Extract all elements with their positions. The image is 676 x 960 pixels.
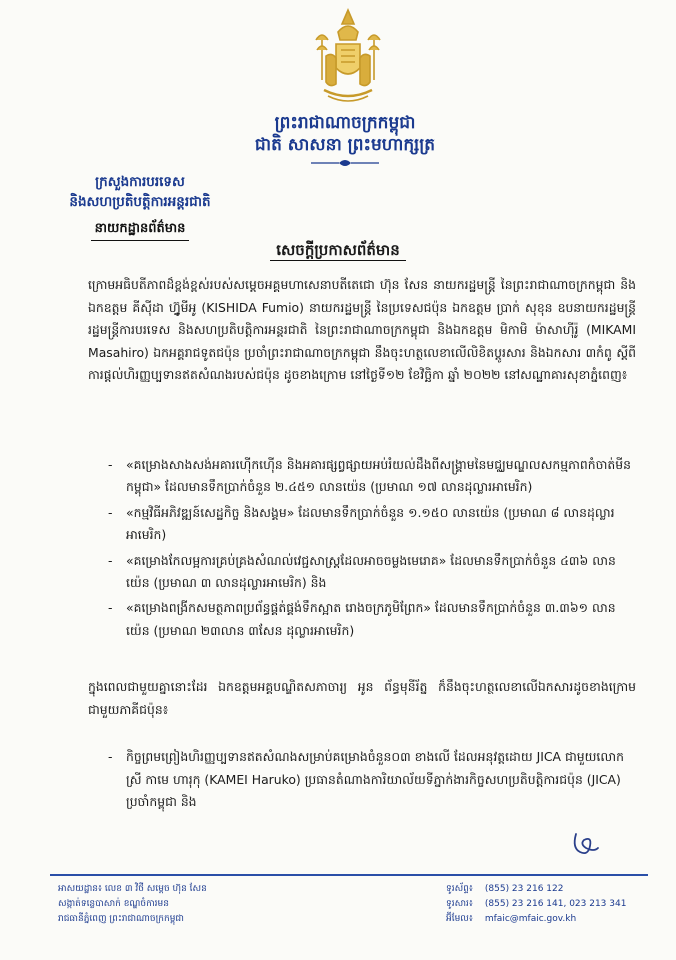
list-item-text: «គម្រោងកែលម្អការគ្រប់គ្រងសំណល់វេជ្ជសាស្ត្រដែលអាចចម្លងមេរោគ» ដែលមានទឹកប្រាក់ចំនួន ៤៣៦ លានយ៉េន (ប្រមាណ ៣ លានដុល្លារអាមេរិក) និង [126,552,616,591]
list-dash: - [108,457,113,472]
telephone-label: ទូរស័ព្ទ៖ [446,884,473,894]
kingdom-header [200,112,490,168]
list-item-text: «កម្មវិធីអភិវឌ្ឍន៍សេដ្ឋកិច្ច និងសង្គម» ដែលមានទឹកប្រាក់ចំនួន ១.១៥០ លានយ៉េន (ប្រមាណ ៨ លានដុល្លារអាមេរិក) [126,504,615,543]
national-motto: ជាតិ សាសនា ព្រះមហាក្សត្រ [254,135,436,155]
document-list [108,746,638,814]
document-title-text: សេចក្តីប្រកាសព័ត៌មាន [270,241,406,261]
list-dash: - [108,749,113,764]
list-item-text: កិច្ចព្រមព្រៀងហិរញ្ញប្បទានឥតសំណងសម្រាប់គម្រោងចំនួន០៣ ខាងលើ ដែលអនុវត្តដោយ JICA ជាមួយលោកស្រី កាមេ ហារុកុ (KAMEI Haruko) ប្រធានតំណាងការិយាល័យទីភ្នាក់ងារកិច្ចសហប្រតិបត្តិការជប៉ុន (JICA) ប្រចាំកម្ពុជា និង [126,749,624,810]
footer-address [58,882,318,927]
telephone-value: (855) 23 216 122 [484,884,564,894]
address-line-1: អាសយដ្ឋាន៖ លេខ ៣ វិថី សម្តេច ហ៊ុន សែន [58,882,318,897]
list-item [108,746,638,814]
list-dash: - [108,504,113,520]
handwritten-initial-icon [568,826,602,860]
fax-row [446,897,656,912]
address-line-2: សង្កាត់ទន្លេបាសាក់ ខណ្ឌចំការមន [58,899,169,909]
list-item [108,454,638,499]
email-link[interactable]: mfaic@mfaic.gov.kh [484,914,577,924]
kingdom-name: ព្រះរាជាណាចក្រកម្ពុជា [274,113,416,133]
department-name: នាយកដ្ឋានព័ត៌មាន [91,218,190,241]
telephone-row [446,882,656,897]
fax-label: ទូរសារ៖ [446,899,473,909]
list-item [108,550,638,595]
project-list [108,454,638,645]
paragraph-second: ក្នុងពេលជាមួយគ្នានោះដែរ ឯកឧត្តមអគ្គបណ្ឌិតសភាចារ្យ អូន ព័ន្ធមុនីរ័ត្ន ក៏នឹងចុះហត្ថលេខាលើឯកសារដូចខាងក្រោមជាមួយភាគីជប៉ុន៖ [88,679,636,717]
ornament-divider-icon [309,158,381,168]
document-title [0,240,676,263]
address-label: អាសយដ្ឋាន៖ [58,884,102,894]
list-item-text: «គម្រោងពង្រីកសមត្ថភាពប្រព័ន្ធផ្គត់ផ្គង់ទឹកស្អាត រោងចក្រភូមិព្រែក» ដែលមានទឹកប្រាក់ចំនួន ៣.៣៦១ លានយ៉េន (ប្រមាណ ២៣លាន ៣សែន ដុល្លារអាមេរិក) [126,600,616,638]
footer-divider [50,874,648,876]
ministry-header [40,172,240,241]
email-row [446,912,656,927]
fax-value: (855) 23 216 141, 023 213 341 [484,899,627,909]
list-item [108,597,638,642]
royal-emblem-icon [308,6,388,108]
email-label: អ៊ីមែល៖ [446,914,473,924]
list-item-text: «គម្រោងសាងសង់អគារហ៊ើកហ៊ើន និងអគារផ្សព្វផ្សាយអប់រំយល់ដឹងពីសង្គ្រាមនៃមជ្ឈមណ្ឌលសកម្មភាពកំចាត់មីនកម្ពុជា» ដែលមានទឹកប្រាក់ចំនួន ២.៤៥១ លានយ៉េន (ប្រមាណ ១៧ លានដុល្លារអាមេរិក) [126,457,632,495]
address-line-3: រាជធានីភ្នំពេញ ព្រះរាជាណាចក្រកម្ពុជា [58,914,184,924]
ministry-name-line2: និងសហប្រតិបត្តិការអន្តរជាតិ [69,194,211,210]
ministry-name: ក្រសួងការបរទេស [95,174,185,190]
paragraph-intro: ក្រោមអធិបតីភាពដ៏ខ្ពង់ខ្ពស់របស់សម្តេចអគ្គមហាសេនាបតីតេជោ ហ៊ុន សែន នាយករដ្ឋមន្ត្រី នៃព្រះរាជាណាចក្រកម្ពុជា និង ឯកឧត្តម គីស៊ីដា ហ្វ៊ូមីអូ (KISHIDA Fumio) នាយករដ្ឋមន្ត្រី នៃប្រទេសជប៉ុន ឯកឧត្តម ប្រាក់ សុខុន ឧបនាយករដ្ឋមន្ត្រី រដ្ឋមន្ត្រីការបរទេស និងសហប្រតិបត្តិការអន្តរជាតិ នៃព្រះរាជាណាចក្រកម្ពុជា និងឯកឧត្តម មិកាមិ ម៉ាសាហ៊ីរ៉ូ (MIKAMI Masahiro) ឯកអគ្គរាជទូតជប៉ុន ប្រចាំព្រះរាជាណាចក្រកម្ពុជា នឹងចុះហត្ថលេខាលើលិខិតប្តូរសារ និងឯកសារ ៣កំពូ ស្តីពីការផ្តល់ហិរញ្ញប្បទានឥតសំណងរបស់ជប៉ុន ដូចខាងក្រោម នៅថ្ងៃទី១២ ខែវិច្ឆិកា ឆ្នាំ ២០២២ នៅសណ្ឋាគារសុខាភ្នំពេញ៖ [88,277,636,383]
list-dash: - [108,600,113,616]
list-item [108,502,638,547]
footer-contact [446,882,656,927]
list-dash: - [108,552,113,568]
